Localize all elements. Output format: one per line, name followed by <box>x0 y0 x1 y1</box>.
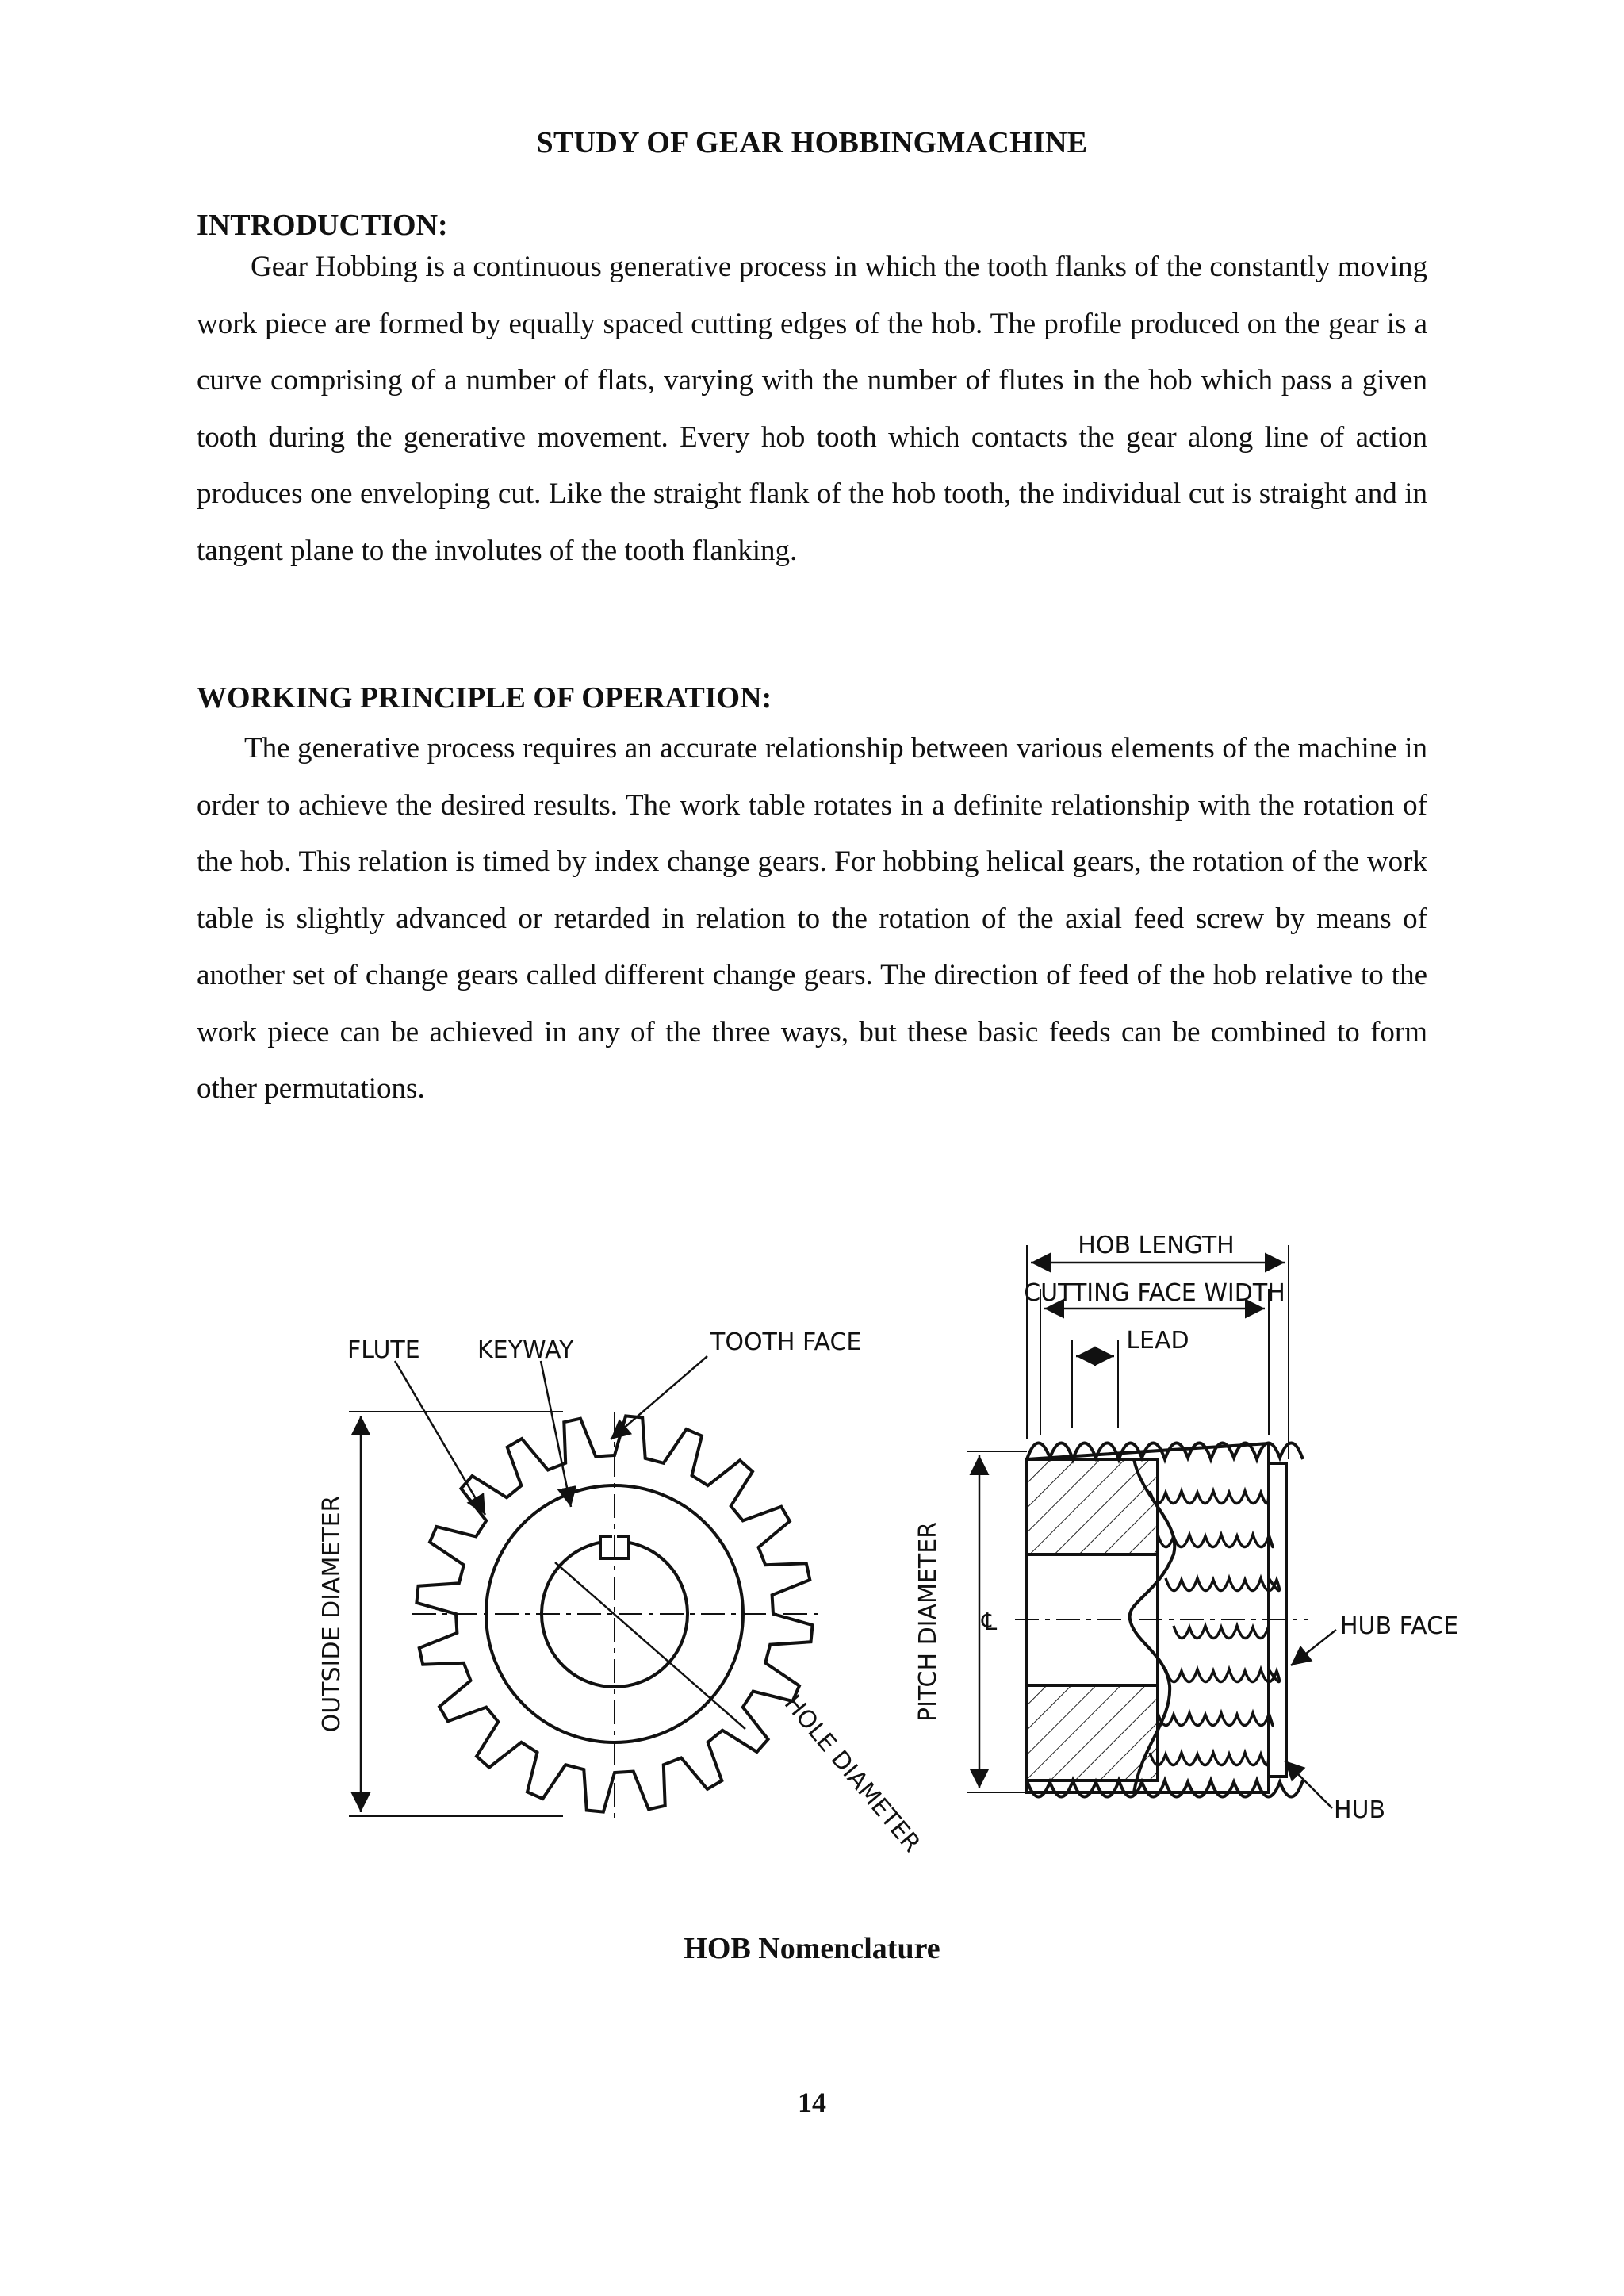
hole-diameter-line <box>555 1562 745 1729</box>
introduction-heading: INTRODUCTION: <box>197 209 448 242</box>
working-principle-heading: WORKING PRINCIPLE OF OPERATION: <box>197 681 772 715</box>
introduction-paragraph: Gear Hobbing is a continuous generative process in which the tooth flanks of the constantly moving work piece are formed by equally spaced cutting edges of the hob. The profile produced on the gear is a curve comprising of a number of flats, varying with the number of flutes in the hob which pass a given tooth during the generative movement. Every hob tooth which contacts the gear along line of action produces one enveloping cut. Like the straight flank of the hob tooth, the individual cut is straight and in tangent plane to the involutes of the tooth flanking. <box>197 251 1427 567</box>
hob-end-view <box>318 1328 925 1857</box>
label-centerline: ℄ <box>982 1608 998 1636</box>
hob-tooth-row <box>1158 1713 1273 1726</box>
label-flute: FLUTE <box>347 1336 420 1364</box>
working-principle-paragraph: The generative process requires an accurate relationship between various elements of the machine in order to achieve the desired results. The work table rotates in a definite relationship with the rotation of the hob. This relation is timed by index change gears. For hobbing helical gears, the rotation of the work table is slightly advanced or retarded in relation to the rotation of the axial feed screw by means of another set of change gears called different change gears. The direction of feed of the hob relative to the work piece can be achieved in any of the three ways, but these basic feeds can be combined to form other permutations. <box>197 732 1427 1105</box>
label-pitch-diameter: PITCH DIAMETER <box>914 1522 942 1722</box>
label-outside-diameter: OUTSIDE DIAMETER <box>318 1495 346 1733</box>
label-cutting-face-width: CUTTING FACE WIDTH <box>1024 1279 1285 1307</box>
label-lead: LEAD <box>1126 1327 1189 1355</box>
label-tooth-face: TOOTH FACE <box>710 1328 862 1356</box>
label-hub-face: HUB FACE <box>1340 1612 1459 1640</box>
hob-side-view <box>914 1232 1458 1824</box>
page-number: 14 <box>798 2087 826 2118</box>
hob-tooth-row <box>1150 1491 1269 1504</box>
lower-hatched-section <box>1027 1685 1158 1780</box>
hob-tooth-row <box>1166 1578 1279 1591</box>
hob-tooth-row <box>1174 1626 1269 1639</box>
hob-tooth-rows <box>1150 1491 1279 1765</box>
label-hob-length: HOB LENGTH <box>1078 1232 1235 1259</box>
hob-tooth-row <box>1150 1753 1269 1765</box>
hob-nomenclature-figure <box>301 1221 1491 1888</box>
label-keyway: KEYWAY <box>477 1336 574 1364</box>
page-title: STUDY OF GEAR HOBBINGMACHINE <box>536 126 1088 159</box>
label-hole-diameter: HOLE DIAMETER <box>778 1689 926 1858</box>
hob-bottom-teeth <box>1027 1780 1303 1797</box>
label-hub: HUB <box>1334 1796 1386 1824</box>
hob-tooth-row <box>1166 1669 1279 1682</box>
figure-caption: HOB Nomenclature <box>684 1932 940 1965</box>
